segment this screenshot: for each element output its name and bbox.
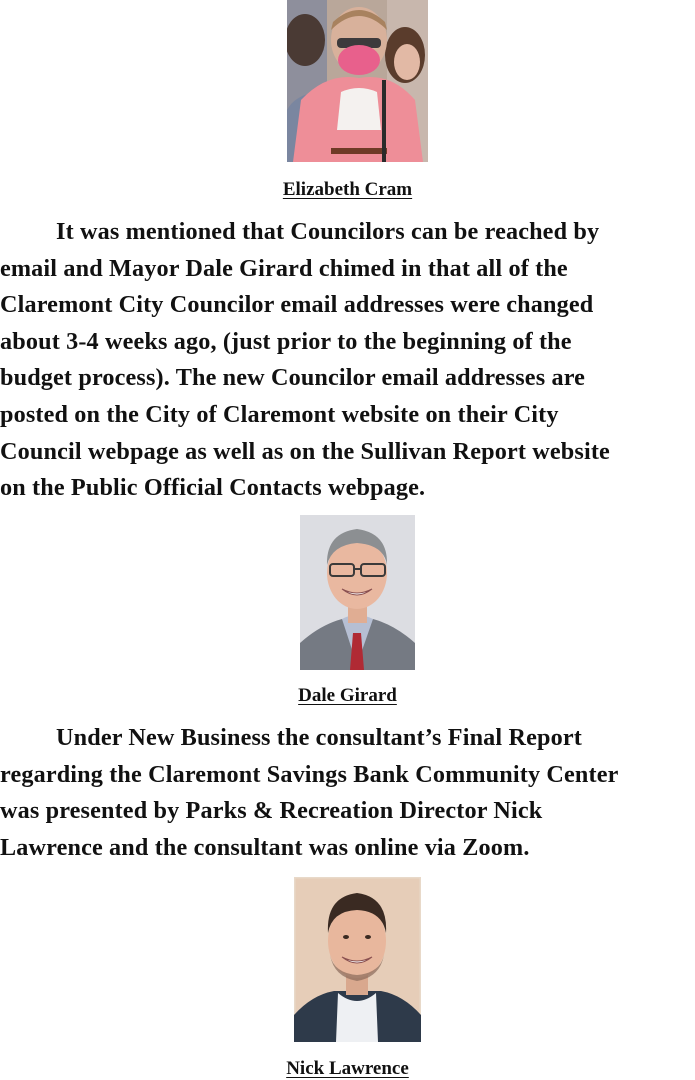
elizabeth-cram-photo bbox=[287, 0, 428, 162]
paragraph-line: Lawrence and the consultant was online via Zoom. bbox=[0, 833, 530, 861]
paragraph bbox=[0, 214, 695, 507]
paragraph-line: budget process). The new Councilor email addresses are bbox=[0, 364, 586, 392]
paragraph-line: Under New Business the consultant’s Final Report bbox=[56, 724, 582, 751]
paragraph bbox=[0, 720, 695, 866]
paragraph-line: Council webpage as well as on the Sullivan Report website bbox=[0, 437, 610, 465]
paragraph-line: Claremont City Councilor email addresses were changed bbox=[0, 291, 594, 319]
paragraph-line: about 3-4 weeks ago, (just prior to the beginning of the bbox=[0, 327, 572, 355]
nick-lawrence-photo bbox=[294, 877, 421, 1042]
paragraph-line: regarding the Claremont Savings Bank Community Center bbox=[0, 760, 619, 788]
paragraph-line: was presented by Parks & Recreation Director Nick bbox=[0, 797, 543, 825]
dale-girard-photo bbox=[300, 515, 415, 670]
paragraph-line: It was mentioned that Councilors can be reached by bbox=[56, 218, 600, 245]
photo-caption: Dale Girard bbox=[298, 685, 397, 706]
photo-caption: Elizabeth Cram bbox=[282, 179, 413, 200]
photo-caption: Nick Lawrence bbox=[286, 1058, 409, 1079]
paragraph-line: email and Mayor Dale Girard chimed in that all of the bbox=[0, 254, 568, 282]
paragraph-line: on the Public Official Contacts webpage. bbox=[0, 474, 426, 502]
paragraph-line: posted on the City of Claremont website on their City bbox=[0, 400, 559, 428]
